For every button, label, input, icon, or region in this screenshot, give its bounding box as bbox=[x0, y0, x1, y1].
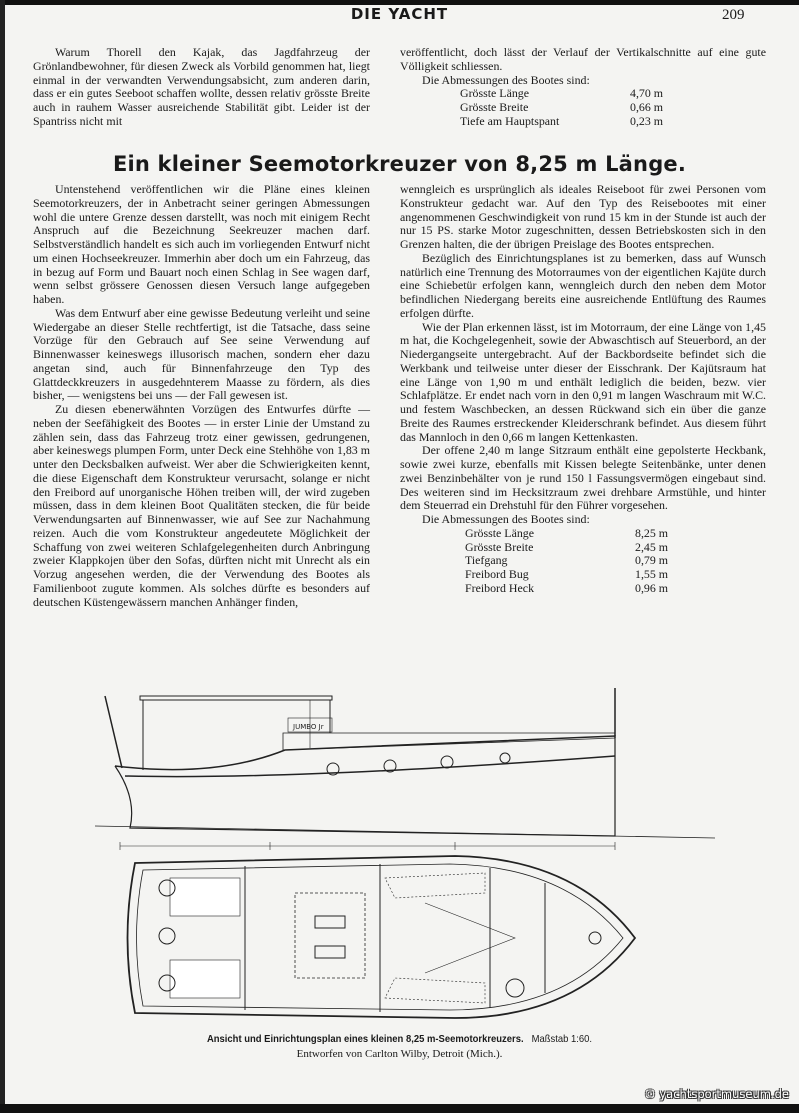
running-head: DIE YACHT bbox=[350, 5, 449, 23]
article-title: Ein kleiner Seemotorkreuzer von 8,25 m Länge. bbox=[112, 152, 687, 176]
dimension-line bbox=[120, 842, 615, 850]
caption-text: Ansicht und Einrichtungsplan eines kleinen 8,25 m-Seemotorkreuzers. bbox=[206, 1033, 524, 1045]
page-number: 209 bbox=[722, 7, 745, 23]
paragraph: wenngleich es ursprünglich als ideales Reiseboot für zwei Personen vom Konstrukteur gedacht war. Auf den Typ des Reisebootes mit einer angenommenen Geschwindigkeit von rund 15 km in der Stunde ist auch der nur 15 PS. starke Motor zugeschnitten, dessen Betriebskosten sich in den Grenzen halten, die der übrigen Preislage des Bootes entsprechen. bbox=[400, 182, 766, 251]
paragraph: Untenstehend veröffentlichen wir die Pläne eines kleinen Seemotorkreuzers, der in Anbetracht seiner geringen Abmessungen wohl die untere Grenze dessen darstellt, was noch mit einigem Recht Anspruch auf die Bezeichnung Seekreuzer machen darf. Selbstverständlich handelt es sich auch im vorliegenden Entwurf nicht um einen Hochseekreuzer. Immerhin aber doch um ein Fahrzeug, das in bezug auf Form und Bauart noch einen Schlag in See wagen darf, wenn selbst grössere Genossen diesen Versuch lange aufgegeben haben. bbox=[33, 182, 370, 306]
dimensions-table bbox=[460, 87, 700, 128]
dim-label: Freibord Bug bbox=[465, 567, 529, 581]
table-row bbox=[465, 568, 705, 582]
paragraph: Bezüglich des Einrichtungsplanes ist zu bemerken, dass auf Wunsch natürlich eine Trennung des Motorraumes von der eigentlichen Kajüte durch eine Schiebetür erfolgen kann, wenngleich durch den neben dem Motor befindlichen Niedergang bereits eine ausreichende Entlüftung des Raumes erfolgen dürfte. bbox=[400, 250, 766, 320]
dim-label: Grösste Breite bbox=[465, 539, 534, 554]
dim-value: 0,23 m bbox=[630, 113, 664, 128]
table-row bbox=[460, 115, 700, 129]
dim-value: 8,25 m bbox=[635, 525, 669, 540]
table-row bbox=[465, 527, 705, 541]
scan-border-bottom bbox=[0, 1104, 799, 1113]
dim-label: Tiefgang bbox=[465, 553, 508, 568]
boat-name-label: JUMBO Jr bbox=[293, 723, 324, 731]
dim-value: 1,55 m bbox=[635, 567, 669, 581]
table-row bbox=[465, 541, 705, 555]
interior-plan bbox=[128, 856, 636, 1018]
table-row bbox=[465, 582, 705, 596]
boat-plan-drawing bbox=[95, 688, 715, 1030]
table-row bbox=[460, 87, 700, 101]
paragraph: Zu diesen ebenerwähnten Vorzügen des Entwurfes dürfte — neben der Seefähigkeit des Bootes — in erster Linie der Umstand zu zählen sein, dass das Fahrzeug trotz einer gewissen, gedrungenen, aber keineswegs plumpen Form, unter Deck eine Stehhöhe von 1,83 m unter den Decksbalken aufweist. Wer aber die Schwierigkeiten kennt, die diese Eigenschaft dem Konstrukteur verursacht, solange er nicht den Freibord auf unorganische Höhen treiben will, der wird zugeben müssen, dass in dem kleinen Boot Qualitäten stecken, die für beide Verwendungsarten auf Binnenwasser, wie auf See zur Nachahmung reizen. Auch die vom Konstrukteur angedeutete Möglichkeit der Schaffung von zwei weiteren Schlafgelegenheiten durch Anbringung zweier Klappkojen über den Sofas, dürften nicht mit Unrecht als ein Vorzug angesehen werden, die der Verwendung des Bootes als Familienboot zugute kommen. Als solches dürfte es besonders auf deutschen Küstengewässern manchen Anhänger finden, bbox=[33, 402, 370, 609]
dim-label: Grösste Breite bbox=[460, 100, 529, 114]
paragraph: veröffentlicht, doch lässt der Verlauf der Vertikalschnitte auf eine gute Völligkeit schliessen. bbox=[400, 45, 766, 73]
side-elevation bbox=[95, 688, 715, 838]
dim-value: 4,70 m bbox=[630, 86, 664, 101]
caption-scale: Maßstab 1:60. bbox=[531, 1033, 593, 1045]
watermark: © yachtsportmuseum.de bbox=[644, 1087, 789, 1101]
paragraph: Warum Thorell den Kajak, das Jagdfahrzeug der Grönlandbewohner, für diesen Zweck als Vorbild genommen hat, liegt einmal in der verwandten Verwendungsabsicht, zum anderen darin, dass er ein gutes Seeboot schaffen wollte, dessen relativ grösste Breite auch in rauhem Wasser ausreichende Stabilität gibt. Leider ist der Spantriss nicht mit bbox=[33, 45, 370, 128]
paragraph: Wie der Plan erkennen lässt, ist im Motorraum, der eine Länge von 1,45 m hat, die Kochgelegenheit, sowie der Abwaschtisch auf Steuerbord, an der Niedergangseite untergebracht. Auf der Backbordseite befindet sich die Werkbank und teilweise unter dieser der Eisschrank. Der Kajütsraum hat eine Länge von 1,90 m und enthält lediglich die beiden, bezw. vier Schlafplätze. Er endet nach vorn in den 0,91 m langen Waschraum mit W.C. und festem Waschbecken, an dessen Rückwand sich ein über die ganze Breite des Raumes erstreckender Kleiderschrank befindet. Aus diesem führt das Mannloch in den 0,66 m langen Kettenkasten. bbox=[400, 319, 766, 444]
dimensions-intro: Die Abmessungen des Bootes sind: bbox=[422, 72, 590, 87]
article-left-column bbox=[33, 183, 370, 609]
dimensions-table bbox=[465, 527, 705, 596]
table-row bbox=[460, 101, 700, 115]
previous-article-left-column bbox=[33, 46, 370, 129]
dim-label: Freibord Heck bbox=[465, 580, 535, 595]
paragraph: Der offene 2,40 m lange Sitzraum enthält eine gepolsterte Heckbank, sowie zwei kurze, ebenfalls mit Kissen belegte Seitenbänke, unter denen zwei Benzinbehälter von je rund 150 l Fassungsvermögen eingebaut sind. Des weiteren sind im Hecksitzraum zwei drehbare Armstühle, und hinter dem Steuerrad ein Drehstuhl für den Führer vorgesehen. bbox=[400, 443, 766, 513]
dim-value: 0,96 m bbox=[635, 580, 669, 595]
dim-value: 0,66 m bbox=[630, 100, 664, 114]
paragraph: Was dem Entwurf aber eine gewisse Bedeutung verleiht und seine Wiedergabe an dieser Stelle rechtfertigt, ist die Tatsache, dass seine Vorzüge für den Gebrauch auf See seine Verwendung auf Binnenwasser keineswegs illusorisch machen, sondern eher dazu angetan sind, auch für Binnenfahrzeuge den Typ des Glattdeckkreuzers in ausgedehnterem Maasse zu fördern, als dies bisher, — wenigstens bei uns — der Fall gewesen ist. bbox=[33, 305, 370, 403]
dim-label: Grösste Länge bbox=[465, 525, 535, 540]
table-row bbox=[465, 554, 705, 568]
figure-credit: Entworfen von Carlton Wilby, Detroit (Mich.). bbox=[296, 1048, 503, 1060]
dim-label: Tiefe am Hauptspant bbox=[460, 113, 560, 128]
dim-label: Grösste Länge bbox=[460, 86, 530, 101]
dim-value: 0,79 m bbox=[635, 553, 669, 568]
figure-caption bbox=[40, 1033, 759, 1045]
article-right-column bbox=[400, 183, 766, 596]
previous-article-right-column bbox=[400, 46, 766, 129]
dim-value: 2,45 m bbox=[635, 539, 669, 554]
dimensions-intro: Die Abmessungen des Bootes sind: bbox=[422, 512, 590, 526]
